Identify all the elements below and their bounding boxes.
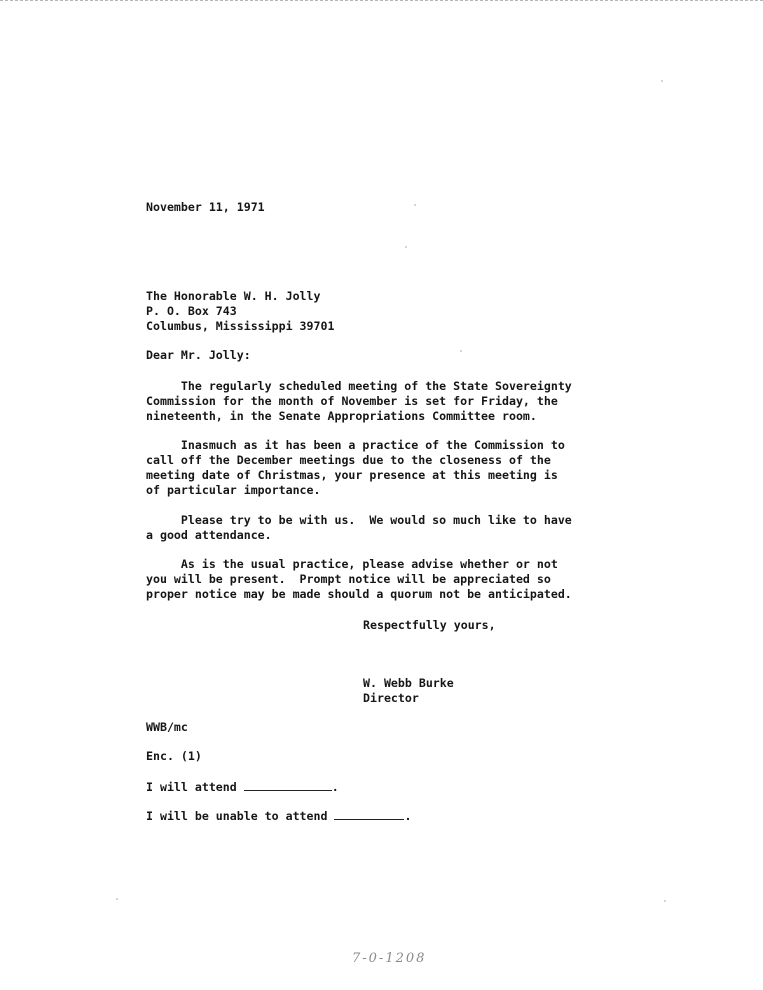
address-line-1: The Honorable W. H. Jolly <box>146 289 321 303</box>
paragraph-4-line-3: proper notice may be made should a quorum not be anticipated. <box>146 587 572 601</box>
paragraph-2-line-2: call off the December meetings due to the closeness of the <box>146 453 551 467</box>
attend-period: . <box>331 780 339 794</box>
attend-label: I will attend <box>146 780 237 794</box>
scan-speck <box>460 350 462 352</box>
paragraph-3-line-2: a good attendance. <box>146 528 272 542</box>
unable-line <box>146 808 411 824</box>
signer-name: W. Webb Burke <box>363 676 454 690</box>
paragraph-2-line-4: of particular importance. <box>146 483 321 497</box>
enclosure-note: Enc. (1) <box>146 749 202 763</box>
address-line-2: P. O. Box 743 <box>146 304 237 318</box>
salutation: Dear Mr. Jolly: <box>146 348 251 362</box>
scan-speck <box>664 900 666 902</box>
scan-speck <box>405 246 407 248</box>
typist-initials: WWB/mc <box>146 720 188 734</box>
address-line-3: Columbus, Mississippi 39701 <box>146 319 335 333</box>
paragraph-2-line-3: meeting date of Christmas, your presence at this meeting is <box>146 468 558 482</box>
scan-speck <box>116 898 118 900</box>
paragraph-3-line-1: Please try to be with us. We would so much like to have <box>146 513 572 527</box>
attend-line <box>146 779 339 795</box>
letter-date: November 11, 1971 <box>146 200 265 214</box>
unable-blank[interactable] <box>334 808 404 820</box>
paragraph-4-line-1: As is the usual practice, please advise whether or not <box>146 557 558 571</box>
unable-period: . <box>404 809 412 823</box>
unable-label: I will be unable to attend <box>146 809 328 823</box>
paragraph-4-line-2: you will be present. Prompt notice will be appreciated so <box>146 572 551 586</box>
paragraph-1-line-2: Commission for the month of November is set for Friday, the <box>146 394 558 408</box>
paragraph-2-line-1: Inasmuch as it has been a practice of the Commission to <box>146 438 565 452</box>
paragraph-1-line-1: The regularly scheduled meeting of the State Sovereignty <box>146 379 572 393</box>
attend-blank[interactable] <box>244 779 332 791</box>
signer-title: Director <box>363 691 419 705</box>
closing: Respectfully yours, <box>363 618 496 632</box>
paragraph-1-line-3: nineteenth, in the Senate Appropriations Committee room. <box>146 409 537 423</box>
scan-speck <box>414 204 416 206</box>
archive-number: 7-0-1208 <box>352 951 427 966</box>
scan-speck <box>661 80 663 82</box>
